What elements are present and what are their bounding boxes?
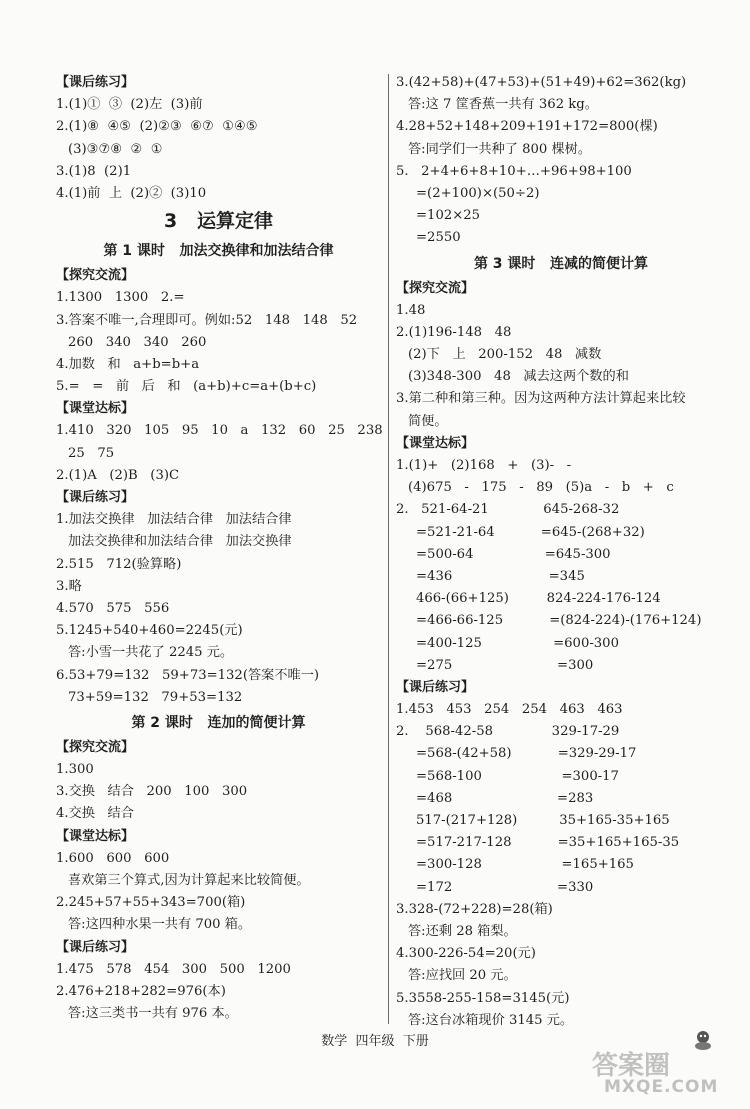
section-header: 【课后练习】 [56,75,135,90]
section-header: 【课堂达标】 [56,401,135,417]
answer-line: 260 340 340 260 [68,334,207,350]
watermark-logo: 答案圈 [592,1051,671,1081]
section-header: 【探究交流】 [56,739,135,755]
answer-line: 1.475 578 454 300 500 1200 [56,961,291,977]
answer-line: (2)下 上 200-152 48 减数 [408,347,602,363]
answer-line: 1.48 [396,302,426,318]
lesson-title: 第 1 课时 加法交换律和加法结合律 [103,243,334,260]
answer-line: 1.300 [56,762,94,778]
answer-line: 3.略 [56,578,82,594]
answer-line: 73+59=132 79+53=132 [68,689,243,705]
answer-line: =568-100 =300-17 [416,768,619,784]
answer-line: 答:应找回 20 元。 [408,968,517,984]
answer-line: 4.加数 和 a+b=b+a [56,356,200,372]
answer-line: (4)675 - 175 - 89 (5)a - b + c [408,480,674,496]
answer-line: 2. 521-64-21 645-268-32 [396,502,620,518]
answer-line: 3.交换 结合 200 100 300 [56,784,248,800]
answer-line: 答:小雪一共花了 2245 元。 [68,645,234,661]
answer-line: =517-217-128 =35+165+165-35 [416,835,680,851]
mascot-icon [690,1026,716,1052]
answer-line: 答:同学们一共种了 800 棵树。 [408,141,592,157]
section-header: 【探究交流】 [396,280,475,296]
answer-line: 2.476+218+282=976(本) [56,983,226,999]
answer-line: 1.1300 1300 2.= [56,290,185,306]
left-column [56,72,381,1025]
answer-line: 2. 568-42-58 329-17-29 [396,724,620,740]
answer-line: (3)③⑦⑧ ② ① [68,141,163,157]
answer-line: 答:这三类书一共有 976 本。 [68,1006,238,1022]
answer-line: =172 =330 [416,879,594,895]
answer-line: =2550 [416,230,461,246]
chapter-title: 3 运算定律 [163,210,274,233]
answer-line: 4.570 575 556 [56,600,170,616]
answer-line: 答:这台冰箱现价 3145 元。 [408,1012,574,1028]
answer-line: =(2+100)×(50÷2) [416,185,540,201]
answer-line: 4.28+52+148+209+191+172=800(棵) [396,119,658,135]
answer-line: 答:这四种水果一共有 700 箱。 [68,917,252,933]
lesson-title: 第 2 课时 连加的简便计算 [131,714,306,731]
answer-line: 1.加法交换律 加法结合律 加法结合律 [56,512,292,528]
answer-line: 1.453 453 254 254 463 463 [396,702,623,718]
answer-line: 2.(1)⑧ ④⑤ (2)②③ ⑥⑦ ①④⑤ [56,119,258,135]
answer-line: =500-64 =645-300 [416,546,611,562]
answer-line: =466-66-125 =(824-224)-(176+124) [416,613,702,629]
answer-line: =300-128 =165+165 [416,857,634,873]
page-footer: 数学 四年级 下册 [321,1034,429,1049]
answer-line: 4.交换 结合 [56,806,134,822]
section-header: 【课后练习】 [56,939,135,955]
section-header: 【课堂达标】 [56,828,135,844]
answer-line: 5.= = 前 后 和 (a+b)+c=a+(b+c) [56,379,317,395]
answer-line: =102×25 [416,208,481,224]
answer-line: 2.(1)196-148 48 [396,324,512,340]
answer-line: 6.53+79=132 59+73=132(答案不唯一) [56,667,320,683]
answer-line: 25 75 [68,445,115,461]
section-header: 【课堂达标】 [396,435,475,451]
answer-line: 1.410 320 105 95 10 a 132 60 25 238 [56,423,383,439]
answer-line: 3.答案不唯一,合理即可。例如:52 148 148 52 [56,312,358,328]
answer-line: 2.(1)A (2)B (3)C [56,467,180,483]
answer-line: =275 =300 [416,657,594,673]
answer-line: 5.1245+540+460=2245(元) [56,623,243,639]
answer-line: 加法交换律和加法结合律 加法交换律 [68,534,292,550]
answer-line: 答:这 7 筐香蕉一共有 362 kg。 [408,97,598,113]
watermark-url: MXQE.COM [604,1077,719,1097]
answer-line: 3.(42+58)+(47+53)+(51+49)+62=362(kg) [396,75,687,90]
answer-line: =468 =283 [416,790,594,806]
answer-line: (3)348-300 48 减去这两个数的和 [408,369,629,385]
answer-line: 466-(66+125) 824-224-176-124 [416,591,661,607]
answer-line: 2.245+57+55+343=700(箱) [56,895,246,911]
answer-line: 4.(1)前 上 (2)② (3)10 [56,185,207,201]
answer-line: 答:还剩 28 箱梨。 [408,923,517,939]
answer-line: 3.(1)8 (2)1 [56,163,132,179]
answer-line: =436 =345 [416,568,585,584]
answer-line: 3.328-(72+228)=28(箱) [396,901,553,917]
section-header: 【探究交流】 [56,268,135,284]
answer-line: 517-(217+128) 35+165-35+165 [416,813,670,828]
lesson-title: 第 3 课时 连减的简便计算 [473,255,649,272]
right-column [396,72,726,1032]
section-header: 【课后练习】 [56,490,135,505]
answer-line: 3.第二种和第三种。因为这两种方法计算起来比较 [396,391,686,407]
answer-line: 5. 2+4+6+8+10+…+96+98+100 [396,163,632,179]
answer-line: =521-21-64 =645-(268+32) [416,524,645,540]
answer-line: 5.3558-255-158=3145(元) [396,990,570,1006]
answer-line: 1.(1)① ③ (2)左 (3)前 [56,97,203,113]
answer-line: 喜欢第三个算式,因为计算起来比较简便。 [68,873,310,888]
section-header: 【课后练习】 [396,679,475,695]
column-divider [388,74,389,1024]
answer-line: 2.515 712(验算略) [56,556,182,572]
answer-line: 1.600 600 600 [56,850,170,866]
answer-line: =568-(42+58) =329-29-17 [416,746,637,762]
answer-line: 4.300-226-54=20(元) [396,946,536,962]
answer-line: 1.(1)+ (2)168 + (3)- - [396,458,572,473]
answer-line: =400-125 =600-300 [416,635,619,651]
answer-line: 简便。 [408,413,448,429]
